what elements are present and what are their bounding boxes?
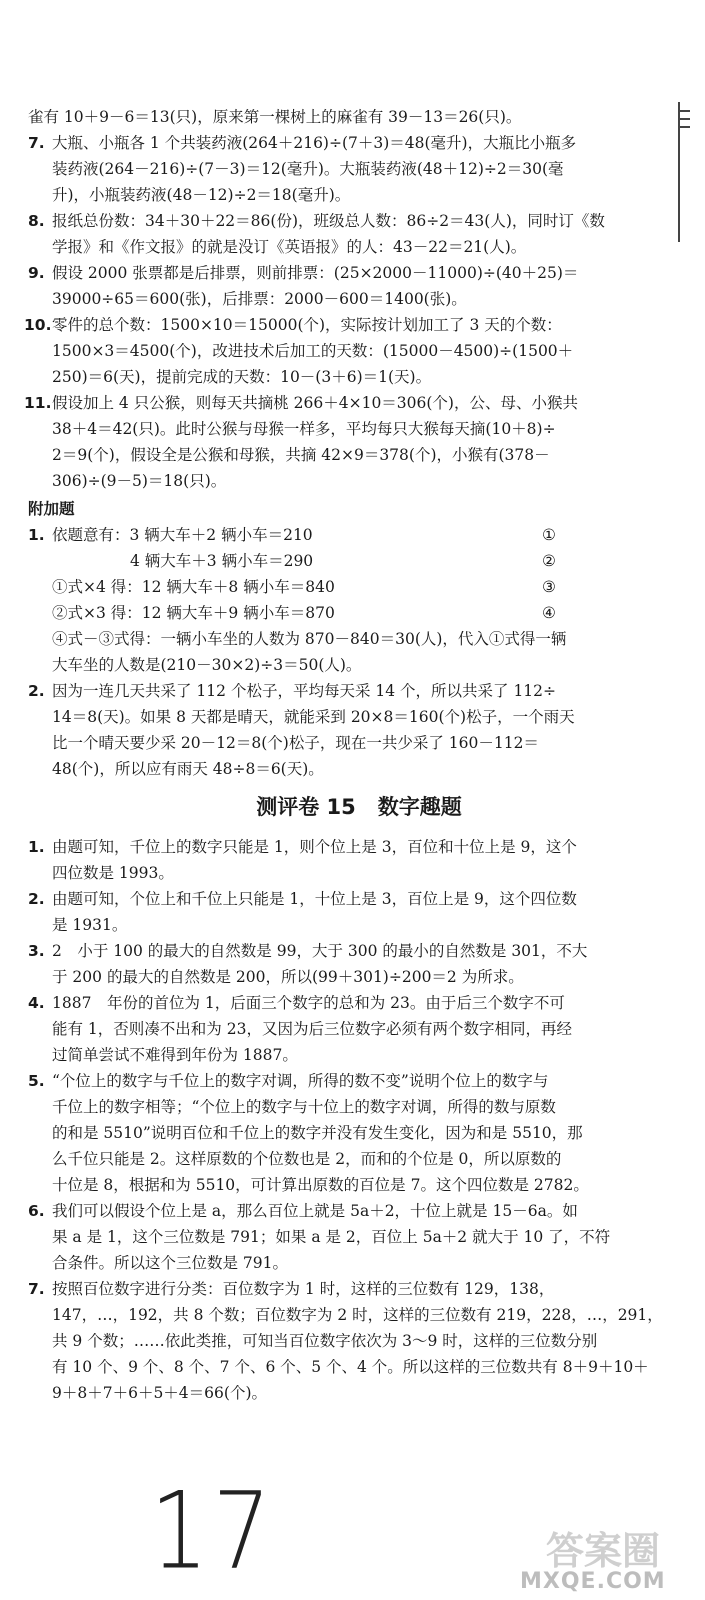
answer-item-7 — [28, 130, 690, 208]
answer-item-10 — [24, 312, 690, 390]
text-line: 假设 2000 张票都是后排票，则前排票：(25×2000－11000)÷(40＋25)＝ — [52, 264, 579, 282]
text-line: 十位是 8，根据和为 5510，可计算出原数的百位是 7。这个四位数是 2782。 — [52, 1176, 589, 1194]
item-number: 7. — [28, 1280, 45, 1298]
text-line: 装药液(264－216)÷(7－3)＝12(毫升)。大瓶装药液(48＋12)÷2＝30(毫 — [52, 160, 564, 178]
watermark — [520, 1520, 700, 1600]
text-line: 果 a 是 1，这个三位数是 791；如果 a 是 2，百位上 5a＋2 就大于 10 了，不符 — [52, 1228, 611, 1246]
text-line: 因为一连几天共采了 112 个松子，平均每天采 14 个，所以共采了 112÷ — [52, 682, 557, 700]
text-line: 306)÷(9－5)＝18(只)。 — [52, 472, 227, 490]
text-line: 于 200 的最大的自然数是 200，所以(99＋301)÷200＝2 为所求。 — [52, 968, 524, 986]
chapter-item-5 — [28, 1068, 690, 1198]
equation-row — [52, 548, 690, 574]
extra-item-2 — [28, 678, 690, 782]
chapter-item-6 — [28, 1198, 690, 1276]
text-line: 1887 年份的首位为 1，后面三个数字的总和为 23。由于后三个数字不可 — [52, 994, 565, 1012]
text-line: 48(个)，所以应有雨天 48÷8＝6(天)。 — [52, 760, 324, 778]
text-line: 报纸总份数：34＋30＋22＝86(份)，班级总人数：86÷2＝43(人)，同时订《数 — [52, 212, 605, 230]
watermark-logo-icon: 答案圈 — [546, 1529, 661, 1573]
text-line: 147，…，192，共 8 个数；百位数字为 2 时，这样的三位数有 219，228，…，291， — [52, 1306, 663, 1324]
answer-item-8 — [28, 208, 690, 260]
equation-text: 依题意有：3 辆大车＋2 辆小车＝210 — [52, 526, 313, 544]
text-line: 大车坐的人数是(210－30×2)÷3＝50(人)。 — [52, 656, 362, 674]
text-line: 9＋8＋7＋6＋5＋4＝66(个)。 — [52, 1384, 267, 1402]
equation-text: ①式×4 得：12 辆大车＋8 辆小车＝840 — [52, 578, 335, 596]
extra-item-1 — [28, 522, 690, 678]
item-6-continuation — [28, 104, 690, 130]
text-line: 2 小于 100 的最大的自然数是 99，大于 300 的最小的自然数是 301，不大 — [52, 942, 588, 960]
text-line: 1500×3＝4500(个)，改进技术后加工的天数：(15000－4500)÷(1500＋ — [52, 342, 574, 360]
text-line: 由题可知，个位上和千位上只能是 1，十位上是 3，百位上是 9，这个四位数 — [52, 890, 577, 908]
text-line: 2＝9(个)，假设全是公猴和母猴，共摘 42×9＝378(个)，小猴有(378－ — [52, 446, 550, 464]
text-line: 按照百位数字进行分类：百位数字为 1 时，这样的三位数有 129，138， — [52, 1280, 555, 1298]
chapter-title — [28, 792, 690, 822]
text-line: 由题可知，千位上的数字只能是 1，则个位上是 3，百位和十位上是 9，这个 — [52, 838, 577, 856]
text-line: 大瓶、小瓶各 1 个共装药液(264＋216)÷(7＋3)＝48(毫升)，大瓶比小瓶多 — [52, 134, 577, 152]
chapter-item-7 — [28, 1276, 690, 1406]
equation-mark: ④ — [542, 604, 556, 622]
text-line: 过简单尝试不难得到年份为 1887。 — [52, 1046, 298, 1064]
chapter-name: 数字趣题 — [377, 795, 462, 819]
text-line: 假设加上 4 只公猴，则每天共摘桃 266＋4×10＝306(个)，公、母、小猴共 — [52, 394, 578, 412]
text-line: 有 10 个、9 个、8 个、7 个、6 个、5 个、4 个。所以这样的三位数共有 8＋9＋10＋ — [52, 1358, 649, 1376]
text-line: 38＋4＝42(只)。此时公猴与母猴一样多，平均每只大猴每天摘(10＋8)÷ — [52, 420, 556, 438]
equation-text: ②式×3 得：12 辆大车＋9 辆小车＝870 — [52, 604, 335, 622]
chapter-item-2 — [28, 886, 690, 938]
chapter-label: 测评卷 15 — [256, 795, 356, 819]
text-line: 我们可以假设个位上是 a，那么百位上就是 5a＋2，十位上就是 15－6a。如 — [52, 1202, 578, 1220]
item-number: 6. — [28, 1202, 45, 1220]
item-number: 4. — [28, 994, 45, 1012]
text-line: 共 9 个数；……依此类推，可知当百位数字依次为 3～9 时，这样的三位数分别 — [52, 1332, 598, 1350]
text-line: 雀有 10＋9－6＝13(只)，原来第一棵树上的麻雀有 39－13＝26(只)。 — [28, 108, 522, 126]
item-number: 5. — [28, 1072, 45, 1090]
item-number: 1. — [28, 526, 45, 544]
text-line: 零件的总个数：1500×10＝15000(个)，实际按计划加工了 3 天的个数： — [52, 316, 562, 334]
answer-item-9 — [28, 260, 690, 312]
item-number: 1. — [28, 838, 45, 856]
page-content — [24, 104, 690, 1406]
item-number: 3. — [28, 942, 45, 960]
chapter-item-1 — [28, 834, 690, 886]
item-number: 8. — [28, 212, 45, 230]
text-line: 的和是 5510”说明百位和千位上的数字并没有发生变化，因为和是 5510，那 — [52, 1124, 583, 1142]
chapter-item-4 — [28, 990, 690, 1068]
item-number: 10. — [24, 316, 52, 334]
extra-questions-heading: 附加题 — [28, 500, 75, 518]
text-line: 14＝8(天)。如果 8 天都是晴天，就能采到 20×8＝160(个)松子，一个雨天 — [52, 708, 575, 726]
item-number: 7. — [28, 134, 45, 152]
text-line: 四位数是 1993。 — [52, 864, 174, 882]
equation-mark: ② — [542, 552, 556, 570]
text-line: 千位上的数字相等；“个位上的数字与十位上的数字对调，所得的数与原数 — [52, 1098, 556, 1116]
text-line: 合条件。所以这个三位数是 791。 — [52, 1254, 289, 1272]
text-line: 比一个晴天要少采 20－12＝8(个)松子，现在一共少采了 160－112＝ — [52, 734, 539, 752]
text-line: “个位上的数字与千位上的数字对调，所得的数不变”说明个位上的数字与 — [52, 1072, 549, 1090]
answer-item-11 — [24, 390, 690, 494]
text-line: 能有 1，否则凑不出和为 23，又因为后三位数字必须有两个数字相同，再经 — [52, 1020, 572, 1038]
text-line: 升)，小瓶装药液(48－12)÷2＝18(毫升)。 — [52, 186, 351, 204]
item-number: 11. — [24, 394, 52, 412]
equation-mark: ① — [542, 526, 556, 544]
equation-text: 4 辆大车＋3 辆小车＝290 — [130, 552, 314, 570]
equation-row — [52, 522, 690, 548]
item-number: 2. — [28, 682, 45, 700]
watermark-url: MXQE.COM — [520, 1569, 666, 1594]
text-line: 是 1931。 — [52, 916, 128, 934]
equation-mark: ③ — [542, 578, 556, 596]
text-line: ④式－③式得：一辆小车坐的人数为 870－840＝30(人)，代入①式得一辆 — [52, 630, 567, 648]
text-line: 250)＝6(天)，提前完成的天数：10－(3＋6)＝1(天)。 — [52, 368, 432, 386]
handwritten-page-number: 17 — [150, 1469, 276, 1594]
item-number: 2. — [28, 890, 45, 908]
text-line: 学报》和《作文报》的就是没订《英语报》的人：43－22＝21(人)。 — [52, 238, 527, 256]
text-line: 39000÷65＝600(张)，后排票：2000－600＝1400(张)。 — [52, 290, 467, 308]
equation-row — [52, 574, 690, 600]
equation-row — [52, 600, 690, 626]
chapter-item-3 — [28, 938, 690, 990]
item-number: 9. — [28, 264, 45, 282]
text-line: 么千位只能是 2。这样原数的个位数也是 2，而和的个位是 0，所以原数的 — [52, 1150, 562, 1168]
